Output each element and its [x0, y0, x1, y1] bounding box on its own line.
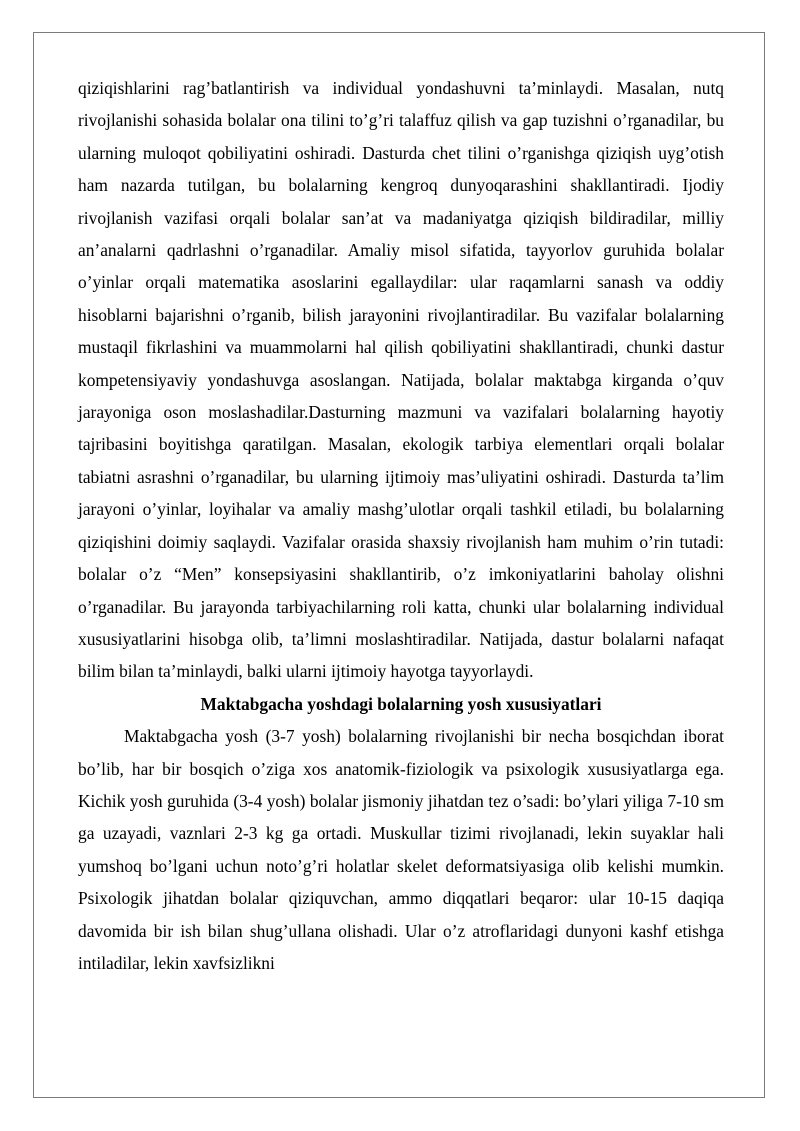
document-body — [78, 72, 724, 979]
section-heading: Maktabgacha yoshdagi bolalarning yosh xususiyatlari — [200, 693, 602, 714]
body-paragraph: Maktabgacha yosh (3-7 yosh) bolalarning rivojlanishi bir necha bosqichdan iborat bo’lib, har bir bosqich o’ziga xos anatomik-fiziologik va psixologik xususiyatlarga ega. Kichik yosh guruhida (3-4 yosh) bolalar jismoniy jihatdan tez o’sadi: bo’ylari yiliga 7-10 sm ga uzayadi, vaznlari 2-3 kg ga ortadi. Muskullar tizimi rivojlanadi, lekin suyaklar hali yumshoq bo’lgani uchun noto’g’ri holatlar skelet deformatsiyasiga olib kelishi mumkin. Psixologik jihatdan bolalar qiziquvchan, ammo diqqatlari beqaror: ular 10-15 daqiqa davomida bir ish bilan shug’ullana olishadi. Ular o’z atroflaridagi dunyoni kashf etishga intiladilar, lekin xavfsizlikni — [78, 726, 724, 973]
body-paragraph: qiziqishlarini rag’batlantirish va individual yondashuvni ta’minlaydi. Masalan, nutq rivojlanishi sohasida bolalar ona tilini to’g’ri talaffuz qilish va gap tuzishni o’rganadilar, bu ularning muloqot qobiliyatini oshiradi. Dasturda chet tilini o’rganishga qiziqish uyg’otish ham nazarda tutilgan, bu bolalarning kengroq dunyoqarashini shakllantiradi. Ijodiy rivojlanish vazifasi orqali bolalar san’at va madaniyatga qiziqish bildiradilar, milliy an’analarni qadrlashni o’rganadilar. Amaliy misol sifatida, tayyorlov guruhida bolalar o’yinlar orqali matematika asoslarini egallaydilar: ular raqamlarni sanash va oddiy hisoblarni bajarishni o’rganib, bilish jarayonini rivojlantiradilar. Bu vazifalar bolalarning mustaqil fikrlashini va muammolarni hal qilish qobiliyatini shakllantiradi, chunki dastur kompetensiyaviy yondashuvga asoslangan. Natijada, bolalar maktabga kirganda o’quv jarayoniga oson moslashadilar.Dasturning mazmuni va vazifalari bolalarning hayotiy tajribasini boyitishga qaratilgan. Masalan, ekologik tarbiya elementlari orqali bolalar tabiatni asrashni o’rganadilar, bu ularning ijtimoiy mas’uliyatini oshiradi. Dasturda ta’lim jarayoni o’yinlar, loyihalar va amaliy mashg’ulotlar orqali tashkil etiladi, bu bolalarning qiziqishini doimiy saqlaydi. Vazifalar orasida shaxsiy rivojlanish ham muhim o’rin tutadi: bolalar o’z “Men” konsepsiyasini shakllantirib, o’z imkoniyatlarini baholay olishni o’rganadilar. Bu jarayonda tarbiyachilarning roli katta, chunki ular bolalarning individual xususiyatlarini hisobga olib, ta’limni moslashtiradilar. Natijada, dastur bolalarni nafaqat bilim bilan ta’minlaydi, balki ularni ijtimoiy hayotga tayyorlaydi. — [78, 78, 724, 682]
